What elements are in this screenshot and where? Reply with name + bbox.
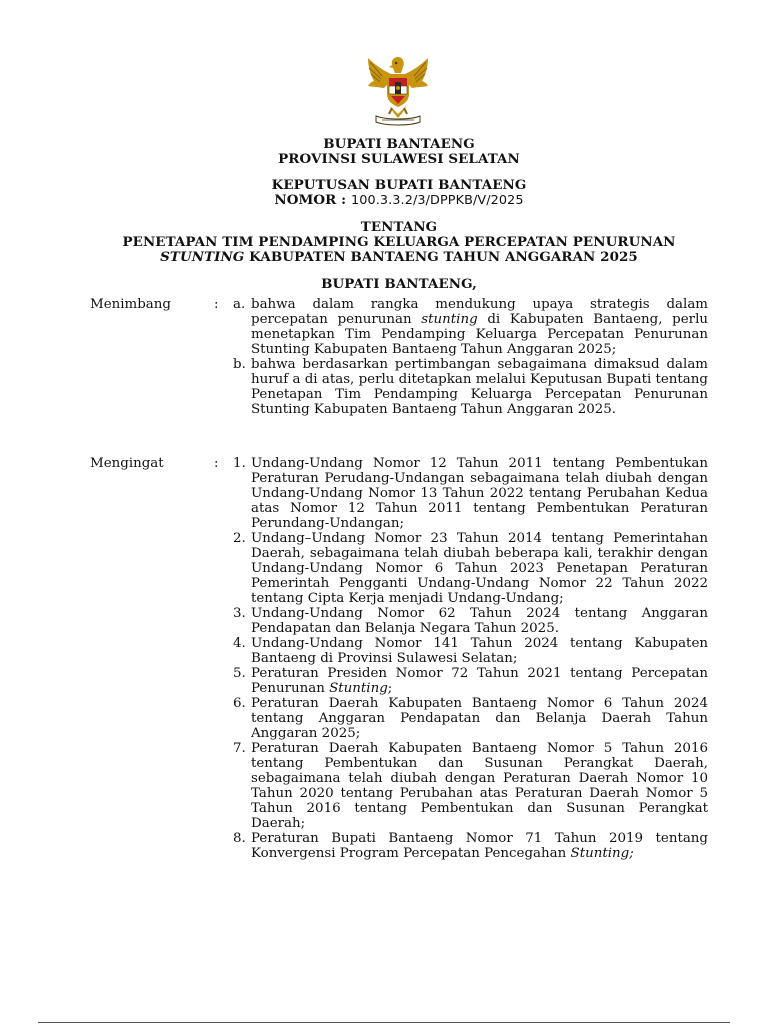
menimbang-item-text-part: bahwa dalam rangka mendukung upaya strategis dalam percepatan penurunan <box>251 297 708 327</box>
mengingat-item-text-part: Undang-Undang Nomor 141 Tahun 2024 tentang Kabupaten Bantaeng di Provinsi Sulawesi Selatan; <box>251 636 708 666</box>
mengingat-item-text-part: Peraturan Daerah Kabupaten Bantaeng Nomor 6 Tahun 2024 tentang Anggaran Pendapatan dan Belanja Daerah Tahun Anggaran 2025; <box>251 696 708 741</box>
decree-number-label: NOMOR : <box>274 192 347 208</box>
menimbang-item-text <box>251 297 708 357</box>
mengingat-item-marker: 8. <box>233 831 246 846</box>
mengingat-item <box>233 636 708 666</box>
decree-number-value: 100.3.3.2/3/DPPKB/V/2025 <box>350 193 524 208</box>
mengingat-list <box>233 456 708 861</box>
decree-number-line <box>90 192 708 209</box>
mengingat-item-text-part: ; <box>387 681 393 696</box>
mengingat-item-text-part: Peraturan Bupati Bantaeng Nomor 71 Tahun 2019 tentang Konvergensi Program Percepatan Pencegahan <box>251 831 708 861</box>
mengingat-item-text <box>251 636 708 666</box>
mengingat-item-marker: 5. <box>233 666 246 681</box>
menimbang-item-text-part: bahwa berdasarkan pertimbangan sebagaimana dimaksud dalam huruf a di atas, perlu ditetapkan melalui Keputusan Bupati tentang Penetapan Tim Pendamping Keluarga Percepatan Penurunan Stunting Kabupaten Bantaeng Tahun Anggaran 2025. <box>251 357 708 417</box>
mengingat-item-text <box>251 696 708 741</box>
menimbang-item-text-part: di Kabupaten Bantaeng, perlu menetapkan Tim Pendamping Keluarga Percepatan Penurunan Stunting Kabupaten Bantaeng Tahun Anggaran 2025; <box>251 312 708 357</box>
menimbang-item-italic-term: stunting <box>421 312 478 327</box>
menimbang-item-text <box>251 357 708 417</box>
menimbang-item-marker: a. <box>233 297 246 312</box>
mengingat-item-marker: 1. <box>233 456 246 471</box>
mengingat-item <box>233 531 708 606</box>
subject-line-2-rest: KABUPATEN BANTAENG TAHUN ANGGARAN 2025 <box>244 249 638 265</box>
province-heading: PROVINSI SULAWESI SELATAN <box>278 151 520 167</box>
menimbang-list <box>233 297 708 417</box>
subject-stunting-italic: STUNTING <box>160 249 245 265</box>
mengingat-item <box>233 606 708 636</box>
mengingat-item-marker: 6. <box>233 696 246 711</box>
menimbang-colon: : <box>214 297 219 312</box>
mengingat-item <box>233 666 708 696</box>
mengingat-item-marker: 2. <box>233 531 246 546</box>
mengingat-item-marker: 3. <box>233 606 246 621</box>
menimbang-item <box>233 357 708 417</box>
decree-title: KEPUTUSAN BUPATI BANTAENG <box>271 177 527 193</box>
mengingat-item-text-part: Peraturan Daerah Kabupaten Bantaeng Nomor 5 Tahun 2016 tentang Pembentukan dan Susunan Perangkat Daerah, sebagaimana telah diubah dengan Peraturan Daerah Nomor 10 Tahun 2020 tentang Perubahan atas Peraturan Daerah Nomor 5 Tahun 2016 tentang Pembentukan dan Susunan Perangkat Daerah; <box>251 741 708 831</box>
mengingat-item-marker: 7. <box>233 741 246 756</box>
issuer-heading: BUPATI BANTAENG, <box>321 276 477 292</box>
mengingat-item-text-part: Peraturan Presiden Nomor 72 Tahun 2021 tentang Percepatan Penurunan <box>251 666 708 696</box>
authority-heading: BUPATI BANTAENG <box>323 136 475 152</box>
mengingat-colon: : <box>214 456 219 471</box>
menimbang-label: Menimbang <box>90 297 171 312</box>
mengingat-item-text <box>251 531 708 606</box>
menimbang-item <box>233 297 708 357</box>
mengingat-item-text <box>251 741 708 831</box>
mengingat-item-text-part: Undang-Undang Nomor 12 Tahun 2011 tentang Pembentukan Peraturan Perudang-Undangan sebagaimana telah diubah dengan Undang-Undang Nomor 13 Tahun 2022 tentang Perubahan Kedua atas Nomor 12 Tahun 2011 tentang Pembentukan Peraturan Perundang-Undangan; <box>251 456 708 531</box>
mengingat-item <box>233 741 708 831</box>
mengingat-item-text <box>251 666 708 696</box>
mengingat-item-text <box>251 456 708 531</box>
mengingat-item <box>233 456 708 531</box>
mengingat-label: Mengingat <box>90 456 164 471</box>
menimbang-item-marker: b. <box>233 357 246 372</box>
mengingat-item-text <box>251 606 708 636</box>
mengingat-item <box>233 696 708 741</box>
page-bottom-rule <box>38 1022 730 1023</box>
mengingat-item-text <box>251 831 708 861</box>
mengingat-item-text-part: Undang-Undang Nomor 62 Tahun 2024 tentang Anggaran Pendapatan dan Belanja Negara Tahun 2025. <box>251 606 708 636</box>
garuda-emblem-icon <box>362 54 434 128</box>
tentang-heading: TENTANG <box>360 219 438 235</box>
mengingat-item <box>233 831 708 861</box>
mengingat-item-italic-term: Stunting; <box>570 846 634 861</box>
mengingat-item-text-part: Undang–Undang Nomor 23 Tahun 2014 tentang Pemerintahan Daerah, sebagaimana telah diubah beberapa kali, terakhir dengan Undang-Undang Nomor 6 Tahun 2023 Penetapan Peraturan Pemerintah Pengganti Undang-Undang Nomor 22 Tahun 2022 tentang Cipta Kerja menjadi Undang-Undang; <box>251 531 708 606</box>
mengingat-item-marker: 4. <box>233 636 246 651</box>
mengingat-item-italic-term: Stunting <box>329 681 388 696</box>
subject-line-1: PENETAPAN TIM PENDAMPING KELUARGA PERCEPATAN PENURUNAN <box>122 234 676 250</box>
subject-line-2 <box>90 249 708 265</box>
